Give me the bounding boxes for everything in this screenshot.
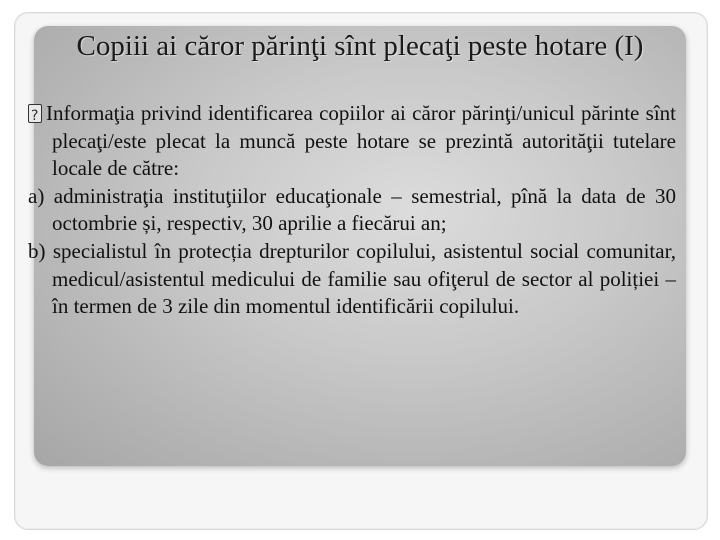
missing-glyph-bullet-icon [28,104,42,123]
list-item-a: a) administraţia instituţiilor educaţionale – semestrial, pînă la data de 30 octombrie și, respectiv, 30 aprilie a fiecărui an; [28,183,676,236]
intro-text: Informaţia privind identificarea copiilor ai căror părinţi/unicul părinte sînt plecaţi/este plecat la muncă peste hotare se prezintă autorităţii tutelare locale de către: [46,101,676,181]
intro-paragraph [28,100,676,183]
list-item-b: b) specialistul în protecția drepturilor copilului, asistentul social comunitar, medicul/asistentul medicului de familie sau ofiţerul de sector al poliției – în termen de 3 zile din momentul identificării copilului. [28,238,676,319]
slide-body [28,100,676,321]
slide-title: Copiii ai căror părinţi sînt plecaţi peste hotare (I) [76,30,644,62]
